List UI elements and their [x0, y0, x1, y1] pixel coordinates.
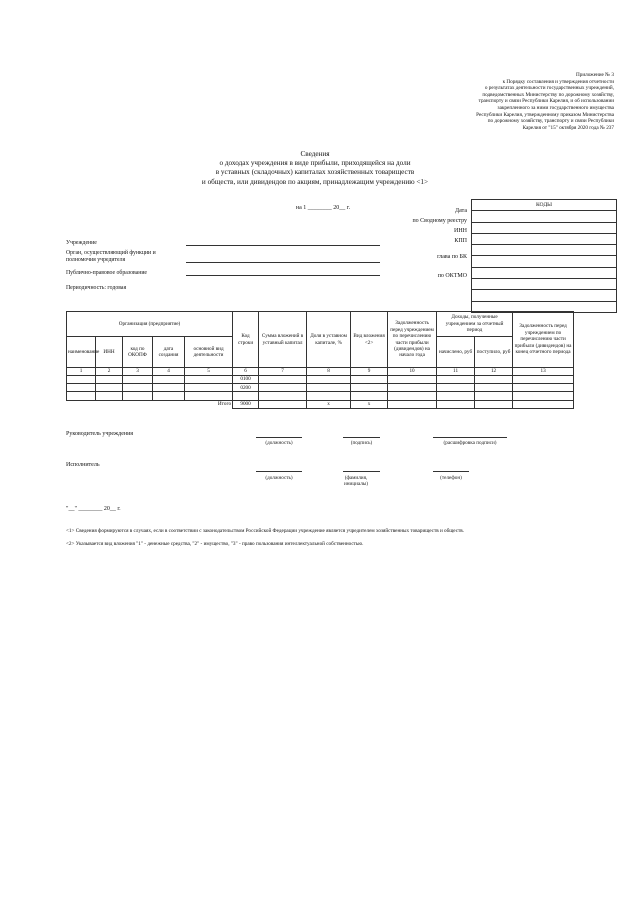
executor-position-field[interactable] — [256, 471, 302, 472]
table-cell[interactable] — [259, 384, 307, 392]
table-cell[interactable] — [307, 376, 351, 384]
col-number: 2 — [96, 368, 123, 376]
code-cell-date[interactable] — [472, 211, 617, 222]
table-cell[interactable] — [259, 392, 307, 400]
table-cell[interactable] — [388, 384, 437, 392]
col-investment-kind: Вид вложения <2> — [351, 312, 388, 368]
total-kind-mark: х — [351, 400, 388, 408]
head-name-field[interactable] — [433, 437, 507, 438]
appendix-line: Карелия от "15" октября 2020 года № 237 — [522, 124, 614, 131]
appendix-block — [428, 72, 614, 131]
col-number: 3 — [123, 368, 153, 376]
col-number: 1 — [67, 368, 96, 376]
head-position-caption: (должность) — [265, 440, 293, 446]
table-cell[interactable] — [123, 376, 153, 384]
table-cell[interactable] — [351, 384, 388, 392]
row-code: 0100 — [233, 376, 259, 384]
appendix-line: по дорожному хозяйству, транспорту и связи Республики — [487, 118, 614, 125]
table-cell[interactable] — [153, 376, 185, 384]
income-table — [66, 311, 574, 409]
table-row — [67, 384, 574, 392]
table-cell[interactable] — [307, 392, 351, 400]
total-row — [67, 400, 574, 408]
table-row — [67, 392, 574, 400]
executor-phone-caption: (телефон) — [440, 475, 462, 481]
col-number: 8 — [307, 368, 351, 376]
executor-phone-field[interactable] — [433, 471, 469, 472]
table-cell[interactable] — [351, 376, 388, 384]
table-cell[interactable] — [388, 400, 437, 408]
code-cell-inn[interactable] — [472, 233, 617, 244]
title-line: Сведения — [300, 150, 330, 158]
executor-position-caption: (должность) — [265, 475, 293, 481]
col-org-okopf: код по ОКОПФ — [123, 337, 153, 368]
executor-label: Исполнитель — [66, 462, 100, 468]
col-line-code: Код строки — [233, 312, 259, 368]
table-row — [67, 376, 574, 384]
code-cell-blank[interactable] — [472, 279, 617, 290]
col-debt-start: Задолженность перед учреждением по перечислению части прибыли (дивидендов) на начало года — [388, 312, 437, 368]
table-cell[interactable] — [185, 392, 233, 400]
table-cell[interactable] — [388, 392, 437, 400]
table-cell[interactable] — [475, 400, 513, 408]
table-cell[interactable] — [259, 376, 307, 384]
code-cell-blank[interactable] — [472, 256, 617, 267]
row-code: 0200 — [233, 384, 259, 392]
appendix-line: к Порядку составления и утверждения отчетности — [502, 78, 614, 85]
periodicity-label: Периодичность: годовая — [66, 285, 127, 291]
total-label: Итого — [67, 400, 233, 408]
col-number: 11 — [437, 368, 475, 376]
col-org-name: наименование — [67, 337, 96, 368]
table-cell[interactable] — [437, 400, 475, 408]
appendix-line: Приложение № 3 — [576, 72, 614, 78]
signature-date: "__" ________ 20__ г. — [66, 506, 121, 512]
head-label: Руководитель учреждения — [66, 431, 134, 437]
head-position-field[interactable] — [256, 437, 302, 438]
col-share-percent: Доля в уставном капитале, % — [307, 312, 351, 368]
table-cell[interactable] — [351, 392, 388, 400]
table-cell[interactable] — [67, 384, 96, 392]
col-number: 9 — [351, 368, 388, 376]
col-org-created: дата создания — [153, 337, 185, 368]
appendix-line: о результатах деятельности государственных учреждений, — [484, 85, 614, 92]
col-investment-sum: Сумма вложений в уставный капитал — [259, 312, 307, 368]
table-cell[interactable] — [475, 376, 513, 384]
table-cell[interactable] — [513, 400, 574, 408]
table-cell[interactable] — [123, 392, 153, 400]
code-label-inn: ИНН — [454, 228, 467, 234]
code-label-bk: глава по БК — [437, 254, 467, 260]
document-title — [170, 150, 460, 187]
table-cell[interactable] — [96, 392, 123, 400]
report-date-line: на 1 ________ 20__ г. — [295, 205, 351, 211]
footnote-1: <1> Сведения формируются в случаях, если в соответствии с законодательством Российской Федерации учреждение является учредителем хозяйственных товариществ и обществ. — [66, 528, 465, 534]
table-cell[interactable] — [475, 384, 513, 392]
table-cell[interactable] — [96, 384, 123, 392]
table-cell[interactable] — [153, 392, 185, 400]
code-label-kpp: КПП — [454, 238, 467, 244]
public-entity-label: Публично-правовое образование — [66, 270, 147, 276]
col-number: 13 — [513, 368, 574, 376]
table-cell[interactable] — [388, 376, 437, 384]
code-cell-kpp[interactable] — [472, 245, 617, 256]
table-cell[interactable] — [67, 376, 96, 384]
table-cell[interactable] — [185, 376, 233, 384]
col-accrued: начислено, руб — [437, 337, 475, 368]
col-number: 5 — [185, 368, 233, 376]
code-label-date: Дата — [455, 208, 467, 214]
appendix-line: Республики Карелия, утвержденному приказом Министерства — [476, 111, 614, 118]
title-line: в уставных (складочных) капиталах хозяйственных товариществ — [215, 168, 415, 177]
title-line: и обществ, или дивидендов по акциям, принадлежащим учреждению <1> — [201, 177, 429, 186]
table-cell[interactable] — [233, 392, 259, 400]
org-group-header: Организация (предприятие) — [67, 312, 233, 337]
codes-header: КОДЫ — [472, 200, 617, 211]
table-cell[interactable] — [259, 400, 307, 408]
col-number: 7 — [259, 368, 307, 376]
table-cell[interactable] — [513, 392, 574, 400]
appendix-line: закрепленного за ними государственного имущества — [497, 104, 614, 111]
table-cell[interactable] — [475, 392, 513, 400]
executor-name-field[interactable] — [343, 471, 380, 472]
institution-label: Учреждение — [66, 240, 97, 246]
executor-name-caption: (фамилия, инициалы) — [343, 475, 369, 488]
head-signature-caption: (подпись) — [350, 440, 373, 446]
codes-table — [471, 199, 617, 313]
col-debt-end: Задолженность перед учреждением по перечислению части прибыли (дивидендов) на конец отчетного периода — [513, 312, 574, 368]
code-cell-bk[interactable] — [472, 267, 617, 278]
code-label-registry: по Сводному реестру — [412, 218, 467, 224]
founder-field[interactable] — [186, 262, 380, 263]
table-cell[interactable] — [67, 392, 96, 400]
head-name-caption: (расшифровка подписи) — [443, 440, 497, 446]
col-number: 10 — [388, 368, 437, 376]
appendix-line: подведомственных Министерству по дорожному хозяйству, — [482, 91, 614, 98]
footnote-2: <2> Указывается вид вложения "1" - денежные средства, "2" - имущество, "3" - право пользования интеллектуальной собственностью. — [66, 541, 364, 547]
table-cell[interactable] — [96, 376, 123, 384]
table-cell[interactable] — [513, 384, 574, 392]
code-label-oktmo: по ОКТМО — [437, 273, 467, 279]
public-entity-field[interactable] — [186, 275, 380, 276]
col-number: 12 — [475, 368, 513, 376]
table-cell[interactable] — [153, 384, 185, 392]
code-cell-oktmo[interactable] — [472, 290, 617, 301]
founder-label: Орган, осуществляющий функции и — [66, 250, 156, 256]
founder-label-2: полномочия учредителя — [66, 257, 126, 263]
table-cell[interactable] — [123, 384, 153, 392]
income-group-header: Доходы, полученные учреждением за отчетный период — [437, 312, 513, 337]
institution-field[interactable] — [186, 245, 380, 246]
table-cell[interactable] — [437, 392, 475, 400]
code-cell-registry[interactable] — [472, 222, 617, 233]
table-cell[interactable] — [437, 376, 475, 384]
col-org-inn: ИНН — [96, 337, 123, 368]
col-org-activity: основной вид деятельности — [185, 337, 233, 368]
col-received: поступило, руб — [475, 337, 513, 368]
col-number: 4 — [153, 368, 185, 376]
col-number: 6 — [233, 368, 259, 376]
table-cell[interactable] — [185, 384, 233, 392]
table-cell[interactable] — [307, 384, 351, 392]
total-share-mark: х — [307, 400, 351, 408]
table-cell[interactable] — [437, 384, 475, 392]
title-line: о доходах учреждения в виде прибыли, приходящейся на доли — [219, 159, 411, 168]
total-code: 9000 — [233, 400, 259, 408]
appendix-line: транспорту и связи Республики Карелия, и об использовании — [478, 98, 614, 105]
head-signature-field[interactable] — [343, 437, 380, 438]
table-cell[interactable] — [513, 376, 574, 384]
